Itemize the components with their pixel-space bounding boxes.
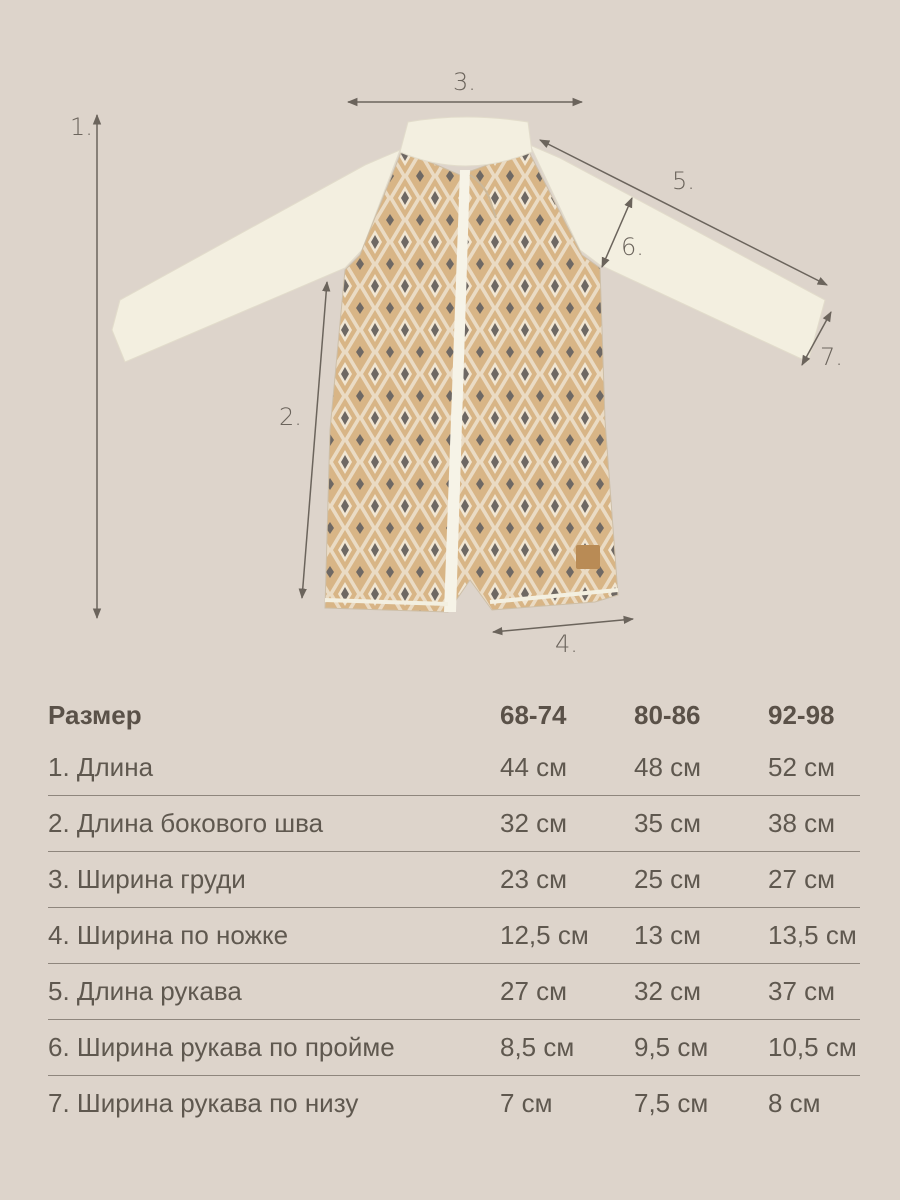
row-value: 8,5 см [500,1032,575,1062]
row-value: 8 см [768,1088,821,1118]
table-row [48,1076,860,1132]
size-table [48,690,860,1131]
row-value: 27 см [768,864,836,894]
measure-label-1: 1. [70,113,93,141]
measure-label-5: 5. [672,167,695,195]
row-label: 6. Ширина рукава по пройме [48,1032,395,1062]
measure-label-7: 7. [820,343,843,371]
measure-arrow-2 [302,282,327,598]
measure-label-6: 6. [621,233,644,261]
measure-label-2: 2. [279,403,302,431]
table-row [48,964,860,1020]
row-value: 9,5 см [634,1032,709,1062]
table-row [48,852,860,908]
measure-label-3: 3. [453,68,476,96]
row-value: 13,5 см [768,920,857,950]
table-row [48,908,860,964]
row-value: 48 см [634,752,702,782]
row-value: 7,5 см [634,1088,709,1118]
header-size-68-74: 68-74 [500,699,567,730]
logo-patch [576,545,600,569]
row-value: 44 см [500,752,568,782]
row-value: 38 см [768,808,836,838]
row-label: 7. Ширина рукава по низу [48,1088,359,1118]
row-label: 2. Длина бокового шва [48,808,324,838]
row-value: 32 см [634,976,702,1006]
table-header-row [48,690,860,740]
row-value: 13 см [634,920,702,950]
table-row [48,1020,860,1076]
table-row [48,740,860,796]
row-value: 10,5 см [768,1032,857,1062]
table-row [48,796,860,852]
row-label: 3. Ширина груди [48,864,246,894]
header-size-80-86: 80-86 [634,699,701,730]
row-value: 12,5 см [500,920,589,950]
header-size: Размер [48,699,142,730]
row-value: 23 см [500,864,568,894]
collar [400,117,532,166]
row-value: 27 см [500,976,568,1006]
row-value: 7 см [500,1088,553,1118]
row-value: 37 см [768,976,836,1006]
row-value: 25 см [634,864,702,894]
header-size-92-98: 92-98 [768,699,835,730]
measure-label-4: 4. [555,630,578,658]
row-label: 4. Ширина по ножке [48,920,289,950]
row-label: 5. Длина рукава [48,976,242,1006]
row-value: 32 см [500,808,568,838]
row-value: 52 см [768,752,836,782]
row-label: 1. Длина [48,752,154,782]
row-value: 35 см [634,808,702,838]
